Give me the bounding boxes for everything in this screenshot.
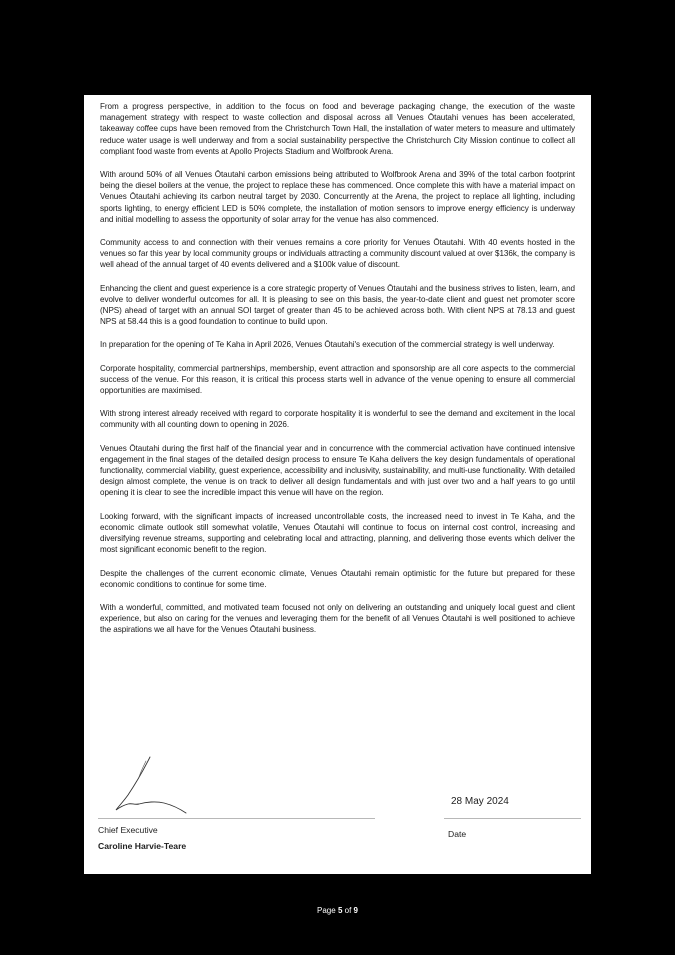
page-number-footer	[0, 906, 675, 915]
paragraph-detailed-design: Venues Ōtautahi during the first half of the financial year and in concurrence with the commercial activation have continued intensive engagement in the final stages of the detailed design process to ensure Te Kaha delivers the key design fundamentals of operational functionality, commercial viability, guest experience, accessibility and inclusivity, sustainability, and multi-use functionality. With detailed design almost complete, the venue is on track to deliver all design fundamentals and with just over two and a half years to go until opening it is clear to see the incredible impact this venue will have on the region.	[100, 443, 575, 498]
paragraph-optimism: Despite the challenges of the current economic climate, Venues Ōtautahi remain optimistic for the future but prepared for these economic conditions to continue for some time.	[100, 568, 575, 589]
paragraph-team: With a wonderful, committed, and motivated team focused not only on delivering an outstanding and uniquely local guest and client experience, but also on caring for the venues and leveraging them for the benefit of all Venues Ōtautahi is well positioned to achieve the aspirations we all have for the Venues Ōtautahi business.	[100, 602, 575, 635]
paragraph-corporate-hospitality: Corporate hospitality, commercial partnerships, membership, event attraction and sponsorship are all core aspects to the commercial success of the venue. For this reason, it is critical this process starts well in advance of the venue opening to ensure all commercial opportunities are maximised.	[100, 363, 575, 396]
page-prefix: Page	[317, 906, 336, 915]
signatory-role: Chief Executive	[98, 825, 158, 835]
signature-date: 28 May 2024	[451, 796, 509, 807]
document-page	[84, 95, 591, 874]
paragraph-te-kaha-preparation: In preparation for the opening of Te Kaha in April 2026, Venues Ōtautahi's execution of the commercial strategy is well underway.	[100, 340, 555, 350]
signatory-name: Caroline Harvie-Teare	[98, 841, 187, 851]
paragraph-strong-interest: With strong interest already received with regard to corporate hospitality it is wonderful to see the demand and excitement in the local community with all counting down to opening in 2026.	[100, 409, 575, 430]
date-line	[444, 818, 581, 819]
paragraph-client-guest-experience: Enhancing the client and guest experience is a core strategic property of Venues Ōtautahi and the business strives to listen, learn, and evolve to deliver wonderful outcomes for all. It is pleasing to see on this basis, the year-to-date client and guest net promoter score (NPS) ahead of target with an annual SOI target of greater than 45 to be achieved across both. With client NPS at 78.13 and guest NPS at 58.44 this is a good foundation to continue to build upon.	[100, 283, 575, 327]
paragraph-community-access: Community access to and connection with their venues remains a core priority for Venues Ōtautahi. With 40 events hosted in the venues so far this year by local community groups or individuals attracting a community discount valued at over $136k, the company is well ahead of the annual target of 40 events delivered and a $100k value of discount.	[100, 238, 575, 270]
paragraph-waste-management: From a progress perspective, in addition to the focus on food and beverage packaging change, the execution of the waste management strategy with respect to waste collection and disposal across all Venues Ōtautahi venues has been accelerated, takeaway coffee cups have been removed from the Christchurch Town Hall, the installation of water meters to measure and ultimately reduce water usage is well underway and from a social sustainability perspective the Christchurch City Mission continue to collect all compliant food waste from events at Apollo Projects Stadium and Wolfbrook Arena.	[100, 102, 575, 156]
signature-block	[98, 755, 581, 865]
signature-line	[98, 818, 375, 819]
date-label: Date	[448, 829, 467, 839]
current-page: 5	[337, 906, 343, 915]
paragraph-looking-forward: Looking forward, with the significant impacts of increased uncontrollable costs, the increased need to invest in Te Kaha, and the economic climate outlook still somewhat volatile, Venues Ōtautahi will continue to focus on internal cost control, increasing and diversifying revenue streams, supporting and celebrating local and attracting, planning, and delivering those events which deliver the most significant economic benefit to the region.	[100, 511, 575, 555]
handwritten-signature	[106, 755, 196, 817]
page-of: of	[344, 906, 352, 915]
paragraph-carbon-emissions: With around 50% of all Venues Ōtautahi carbon emissions being attributed to Wolfbrook Arena and 39% of the total carbon footprint being the diesel boilers at the venue, the project to replace these has commenced. Once complete this with have a material impact on Venues Ōtautahi achieving its carbon neutral target by 2030. Concurrently at the Arena, the project to replace all lighting, including sports lighting, to energy efficient LED is 50% complete, the installation of motion sensors to improve energy efficiency is underway and initial modelling to assess the opportunity of solar array for the venue has also commenced.	[100, 170, 575, 224]
total-pages: 9	[353, 906, 358, 915]
